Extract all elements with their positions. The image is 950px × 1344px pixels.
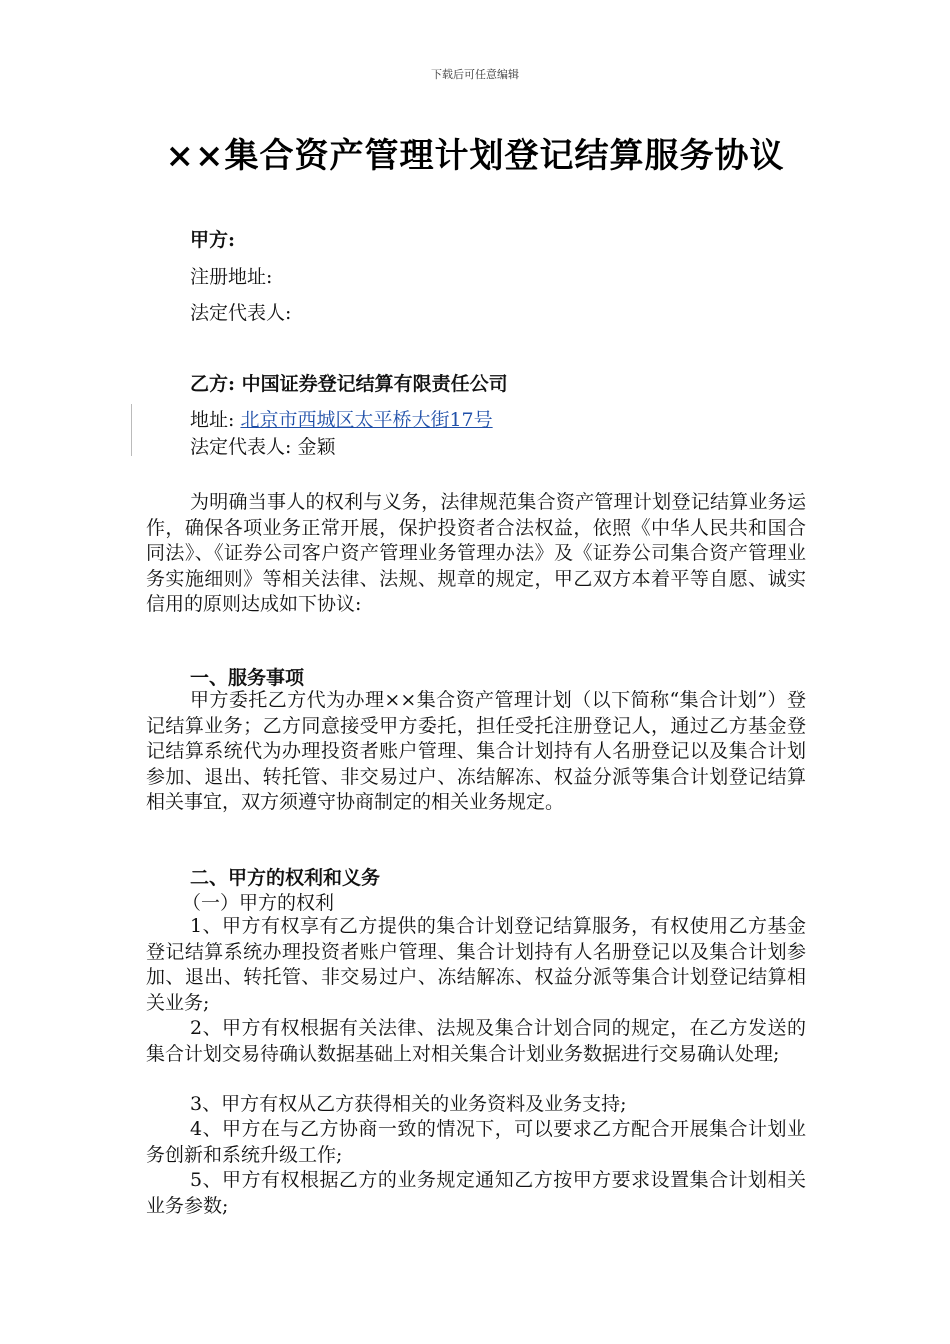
section2-subheading: （一）甲方的权利 [182, 892, 335, 914]
section2-heading: 二、甲方的权利和义务 [190, 867, 381, 889]
section1-paragraph: 甲方委托乙方代为办理××集合资产管理计划（以下简称“集合计划”）登记结算业务；乙方同意接受甲方委托，担任受托注册登记人，通过乙方基金登记结算系统代为办理投资者账户管理、集合计划持有人名册登记以及集合计划参加、退出、转托管、非交易过户、冻结解冻、权益分派等集合计划登记结算相关事宜，双方须遵守协商制定的相关业务规定。 [146, 689, 806, 814]
preamble-paragraph: 为明确当事人的权利与义务，法律规范集合资产管理计划登记结算业务运作，确保各项业务正常开展，保护投资者合法权益，依照《中华人民共和国合同法》、《证券公司客户资产管理业务管理办法》及《证券公司集合资产管理业务实施细则》等相关法律、法规、规章的规定，甲乙双方本着平等自愿、诚实信用的原则达成如下协议: [146, 491, 806, 616]
section2-item: 2、甲方有权根据有关法律、法规及集合计划合同的规定，在乙方发送的集合计划交易待确认数据基础上对相关集合计划业务数据进行交易确认处理; [146, 1017, 806, 1065]
section2-item: 4、甲方在与乙方协商一致的情况下，可以要求乙方配合开展集合计划业务创新和系统升级工作; [146, 1118, 806, 1166]
party-b-address-link[interactable]: 北京市西城区太平桥大街17号 [240, 409, 493, 431]
party-a-reg-address-label: 注册地址: [190, 266, 273, 288]
margin-change-bar [131, 404, 132, 456]
party-b-label: 乙方: 中国证券登记结算有限责任公司 [190, 373, 508, 395]
party-a-label: 甲方: [190, 229, 236, 251]
section2-item: 5、甲方有权根据乙方的业务规定通知乙方按甲方要求设置集合计划相关业务参数; [146, 1169, 806, 1217]
section2-item: 3、甲方有权从乙方获得相关的业务资料及业务支持; [190, 1093, 627, 1115]
party-b-legal-rep: 法定代表人: 金颖 [190, 436, 336, 458]
party-a-legal-rep-label: 法定代表人: [190, 302, 292, 324]
header-note: 下载后可任意编辑 [431, 68, 519, 81]
party-b-address [190, 405, 493, 432]
section2-item: 1、甲方有权享有乙方提供的集合计划登记结算服务，有权使用乙方基金登记结算系统办理投资者账户管理、集合计划持有人名册登记以及集合计划参加、退出、转托管、非交易过户、冻结解冻、权益分派等集合计划登记结算相关业务; [146, 915, 806, 1014]
party-b-address-label: 地址: [190, 409, 241, 431]
document-title: ××集合资产管理计划登记结算服务协议 [165, 136, 785, 176]
section1-heading: 一、服务事项 [190, 667, 305, 689]
